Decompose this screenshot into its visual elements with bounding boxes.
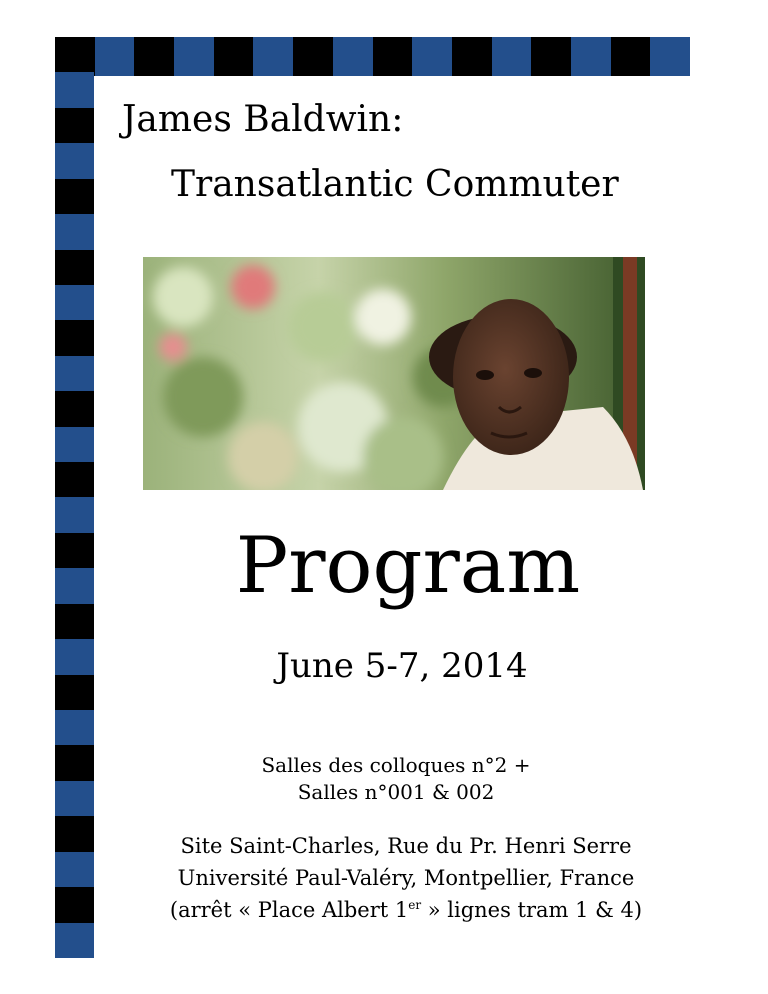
border-square	[55, 143, 94, 178]
rooms-info	[0, 752, 768, 806]
border-square	[55, 285, 94, 320]
border-square	[55, 427, 94, 462]
address-line-3-post: » lignes tram 1 & 4)	[421, 898, 643, 922]
title-line-2: Transatlantic Commuter	[171, 164, 619, 205]
title-line-1: James Baldwin:	[122, 99, 404, 140]
address-line-3	[44, 894, 768, 926]
border-square	[55, 391, 94, 426]
border-square	[55, 923, 94, 958]
border-square	[55, 72, 94, 107]
border-square	[55, 250, 94, 285]
border-square	[55, 320, 94, 355]
border-square	[571, 37, 611, 76]
checkered-border-left	[55, 37, 94, 958]
address-line-3-superscript: er	[408, 898, 422, 912]
event-dates: June 5-7, 2014	[276, 646, 528, 686]
border-square	[95, 37, 135, 76]
border-square	[253, 37, 293, 76]
border-square	[55, 462, 94, 497]
rooms-line-2: Salles n°001 & 002	[297, 780, 495, 804]
border-square	[174, 37, 214, 76]
border-square	[333, 37, 373, 76]
portrait-photo	[143, 257, 645, 490]
border-square	[55, 108, 94, 143]
border-square	[611, 37, 651, 76]
border-square	[55, 356, 94, 391]
address-line-1: Site Saint-Charles, Rue du Pr. Henri Serre	[180, 834, 632, 858]
border-square	[55, 214, 94, 249]
border-square	[492, 37, 532, 76]
venue-address	[0, 830, 768, 926]
border-square	[214, 37, 254, 76]
border-square	[412, 37, 452, 76]
border-square	[452, 37, 492, 76]
rooms-line-1: Salles des colloques n°2 +	[261, 753, 531, 777]
border-square	[55, 37, 94, 72]
border-square	[55, 710, 94, 745]
address-line-2: Université Paul-Valéry, Montpellier, France	[177, 866, 635, 890]
border-square	[134, 37, 174, 76]
border-square	[531, 37, 571, 76]
border-square	[293, 37, 333, 76]
address-line-3-pre: (arrêt « Place Albert 1	[169, 898, 409, 922]
border-square	[373, 37, 413, 76]
border-square	[55, 179, 94, 214]
border-square	[650, 37, 690, 76]
program-heading: Program	[235, 521, 581, 611]
checkered-border-top	[55, 37, 690, 76]
